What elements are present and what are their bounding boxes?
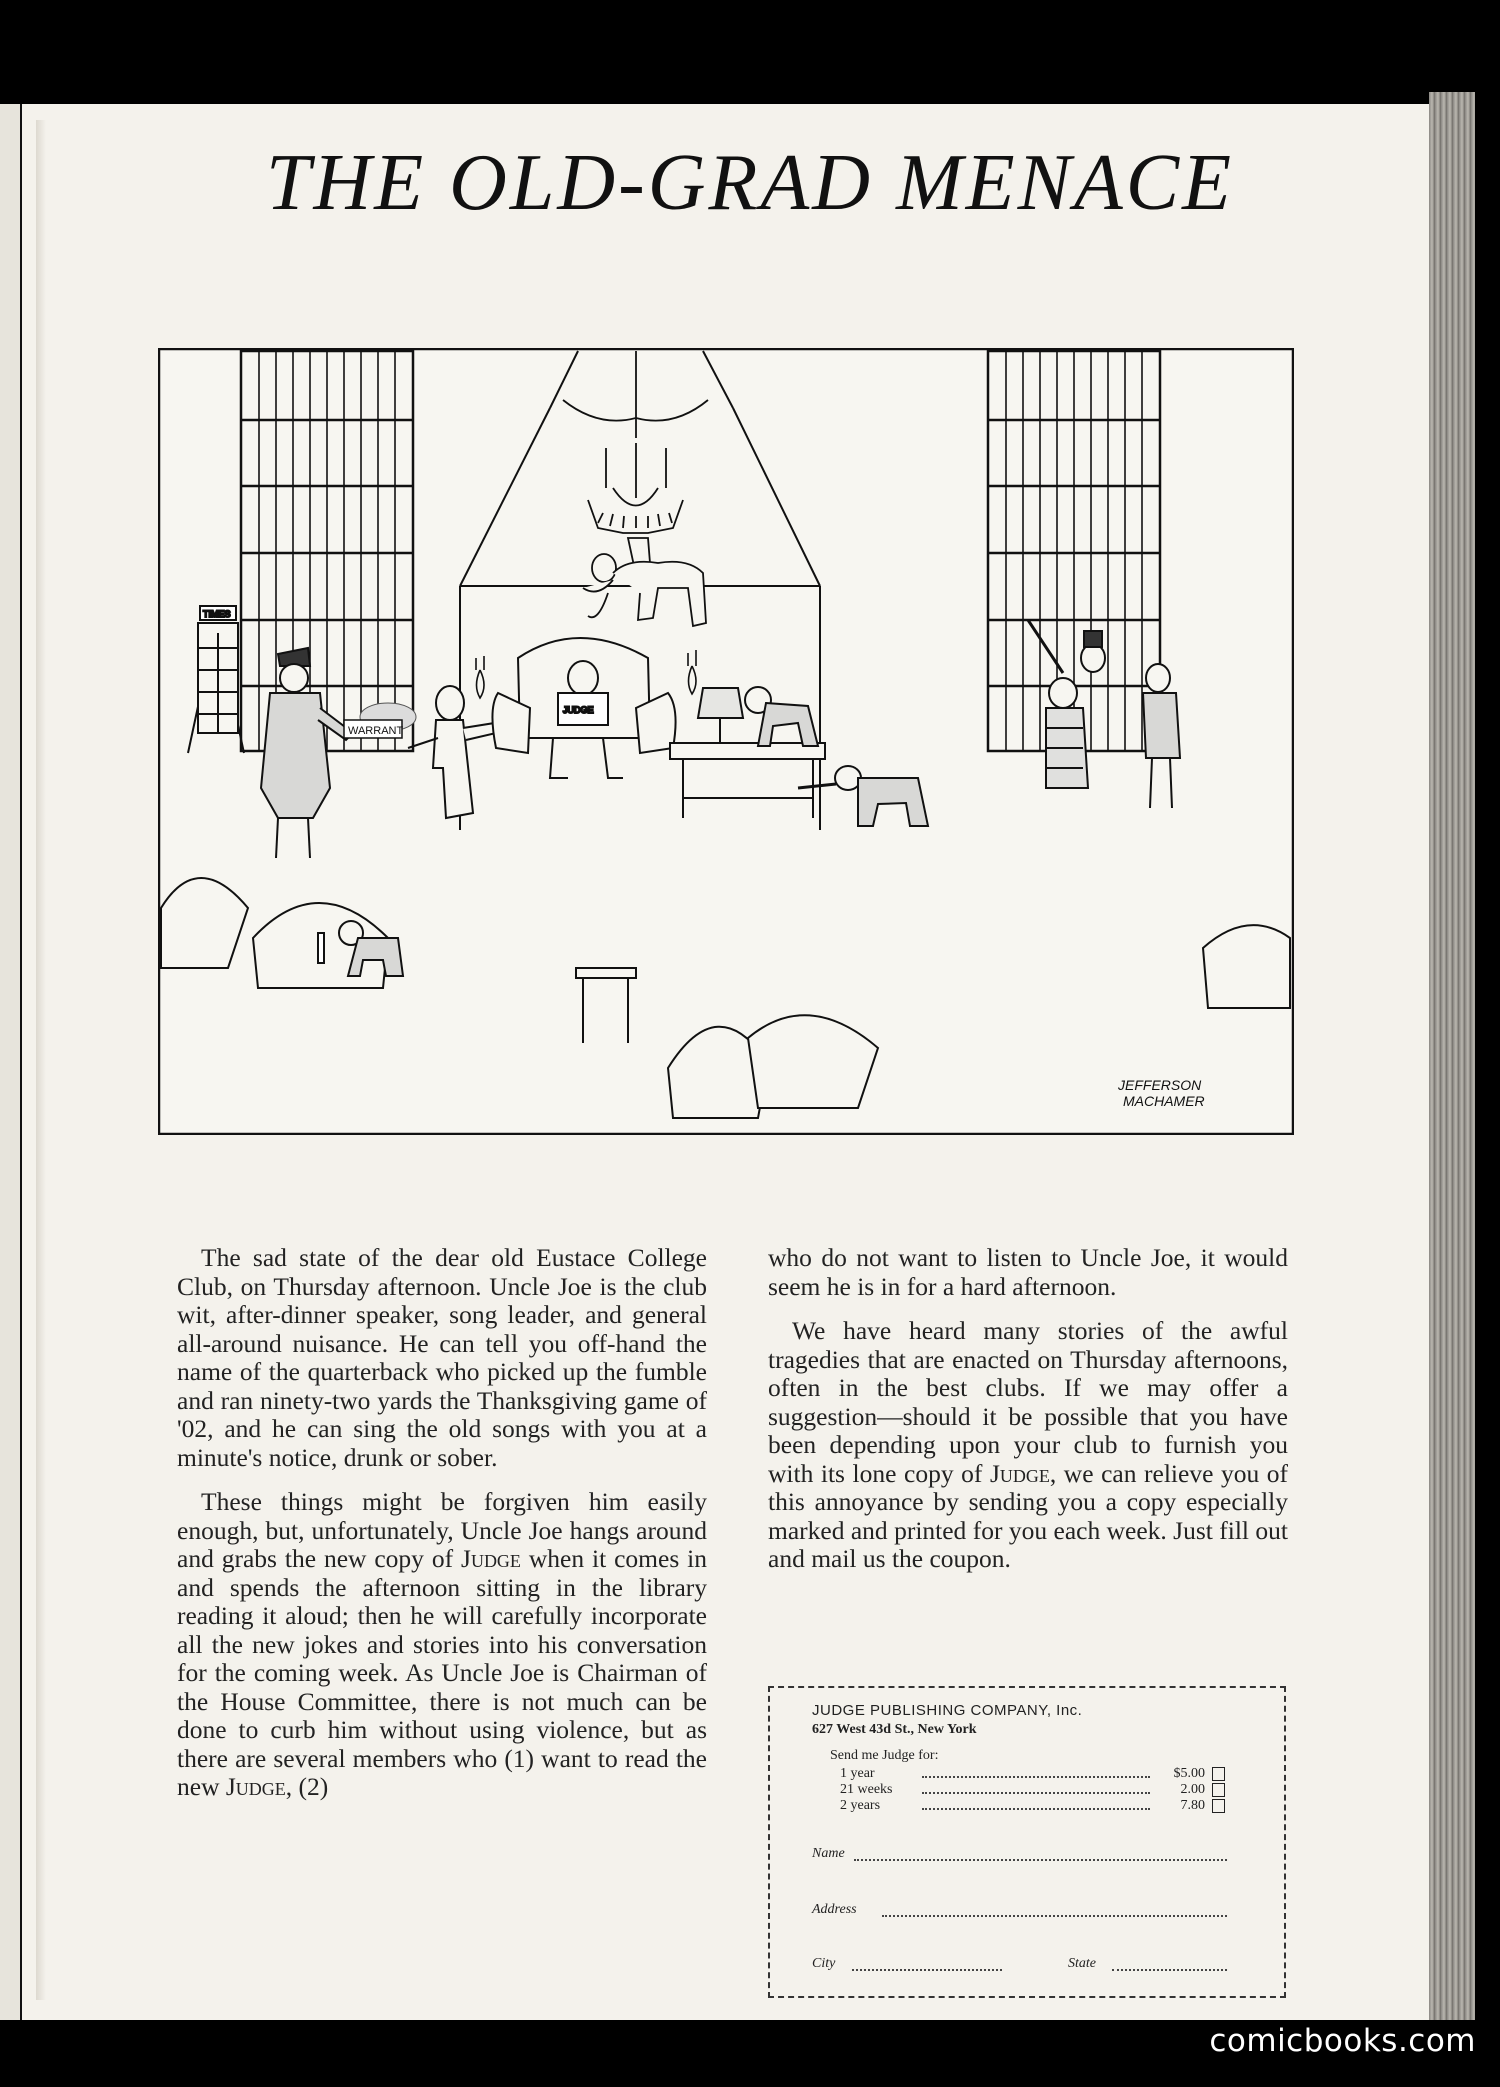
article-paragraph-3: who do not want to listen to Uncle Joe, it would seem he is in for a hard afternoon. (768, 1243, 1288, 1301)
article-paragraph-2: These things might be forgiven him easily enough, but, unfortunately, Uncle Joe hangs around and grabs the new copy of Judge when it comes in and spends the afternoon sitting in the library reading it aloud; then he will carefully incorporate all the new jokes and stories into his conversation for the coming week. As Uncle Joe is Chairman of the House Committee, there is not much can be done to curb him without using violence, but as there are several members who (1) want to read the new Judge, (2) (177, 1487, 707, 1801)
checkbox[interactable] (1212, 1783, 1225, 1797)
article-column-right (768, 1244, 1288, 1590)
coupon-address: 627 West 43d St., New York (812, 1722, 977, 1737)
checkbox[interactable] (1212, 1767, 1225, 1781)
city-state-field[interactable]: City State (812, 1956, 1257, 1974)
artist-signature (1117, 1077, 1205, 1109)
svg-text:JEFFERSON: JEFFERSON (1118, 1077, 1202, 1093)
option-21-weeks[interactable]: 21 weeks 2.00 (840, 1782, 1225, 1798)
checkbox[interactable] (1212, 1799, 1225, 1813)
judge-name: Judge (461, 1544, 521, 1573)
article-paragraph-1: The sad state of the dear old Eustace College Club, on Thursday afternoon. Uncle Joe is the club wit, after-dinner speaker, song leader, and general all-around nuisance. He can tell you off-hand the name of the quarterback who picked up the fumble and ran ninety-two yards the Thanksgiving game of '02, and he can sing the old songs with you at a minute's notice, drunk or sober. (177, 1243, 707, 1472)
facing-page-edge (0, 104, 22, 2020)
svg-text:TIMES: TIMES (203, 609, 231, 619)
judge-name: Judge (225, 1772, 286, 1801)
judge-name: Judge (989, 1458, 1050, 1488)
option-1-year[interactable]: 1 year $5.00 (840, 1766, 1225, 1782)
svg-text:JUDGE: JUDGE (563, 705, 594, 715)
option-2-years[interactable]: 2 years 7.80 (840, 1798, 1225, 1814)
svg-text:MACHAMER: MACHAMER (1123, 1093, 1205, 1109)
article-paragraph-4: We have heard many stories of the awful tragedies that are enacted on Thursday afternoons, often in the best clubs. If we may offer a suggestion—should it be possible that you have been depending upon your club to furnish you with its lone copy of Judge, we can relieve you of this annoyance by sending you a copy especially marked and printed for you each week. Just fill out and mail us the coupon. (768, 1316, 1289, 1573)
book-page-edges (1429, 92, 1475, 2020)
coupon-send-label: Send me Judge for: (830, 1748, 939, 1763)
name-field[interactable]: Name (812, 1846, 1257, 1864)
page-gutter-shadow (36, 120, 46, 2000)
coupon-company: JUDGE PUBLISHING COMPANY, Inc. (812, 1702, 1083, 1719)
page-title: THE OLD-GRAD MENACE (265, 139, 1235, 227)
article-column-left (177, 1244, 707, 1818)
warrant-paper (344, 720, 403, 738)
svg-text:WARRANT: WARRANT (348, 725, 404, 737)
cartoon-illustration (158, 348, 1294, 1135)
subscription-coupon[interactable] (768, 1686, 1286, 1998)
site-watermark: comicbooks.com (1209, 2023, 1476, 2059)
address-field[interactable]: Address (812, 1902, 1257, 1920)
